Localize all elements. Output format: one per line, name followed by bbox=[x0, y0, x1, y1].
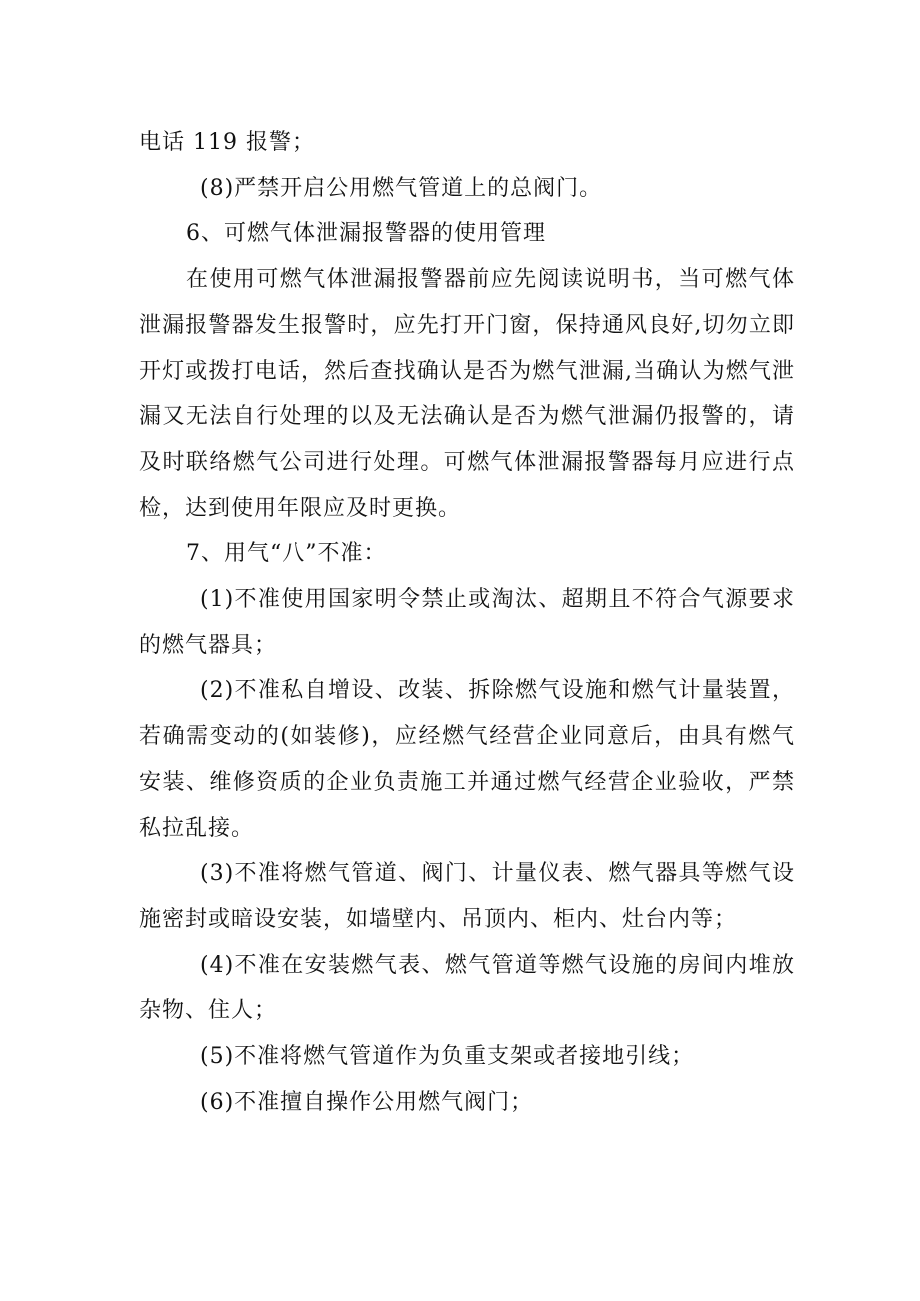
paragraph-rule-3: (3)不准将燃气管道、阀门、计量仪表、燃气器具等燃气设施密封或暗设安装，如墙壁内、吊顶内、柜内、灶台内等； bbox=[139, 861, 795, 932]
paragraph-detector-usage: 在使用可燃气体泄漏报警器前应先阅读说明书，当可燃气体泄漏报警器发生报警时，应先打开门窗，保持通风良好,切勿立即开灯或拨打电话，然后查找确认是否为燃气泄漏,当确认为燃气泄漏又无法自行处理的以及无法确认是否为燃气泄漏仍报警的，请及时联络燃气公司进行处理。可燃气体泄漏报警器每月应进行点检，达到使用年限应及时更换。 bbox=[139, 267, 795, 521]
paragraph-rule-4: (4)不准在安装燃气表、燃气管道等燃气设施的房间内堆放杂物、住人； bbox=[139, 952, 795, 1024]
paragraph-rule-5: (5)不准将燃气管道作为负重支架或者接地引线； bbox=[200, 1044, 695, 1070]
paragraph-alarm-call: 电话 119 报警； bbox=[139, 130, 315, 155]
section-heading-6: 6、可燃气体泄漏报警器的使用管理 bbox=[186, 221, 546, 247]
paragraph-rule-2: (2)不准私自增设、改装、拆除燃气设施和燃气计量装置，若确需变动的(如装修)，应经燃气经营企业同意后，由具有燃气安装、维修资质的企业负责施工并通过燃气经营企业验收，严禁私拉乱接。 bbox=[139, 678, 795, 841]
paragraph-rule-1: (1)不准使用国家明令禁止或淘汰、超期且不符合气源要求的燃气器具； bbox=[139, 587, 795, 658]
paragraph-item-8: (8)严禁开启公用燃气管道上的总阀门。 bbox=[200, 175, 603, 201]
document-body bbox=[139, 120, 795, 1125]
paragraph-rule-6: (6)不准擅自操作公用燃气阀门； bbox=[200, 1089, 534, 1115]
section-heading-7: 7、用气“八”不准： bbox=[186, 541, 387, 567]
